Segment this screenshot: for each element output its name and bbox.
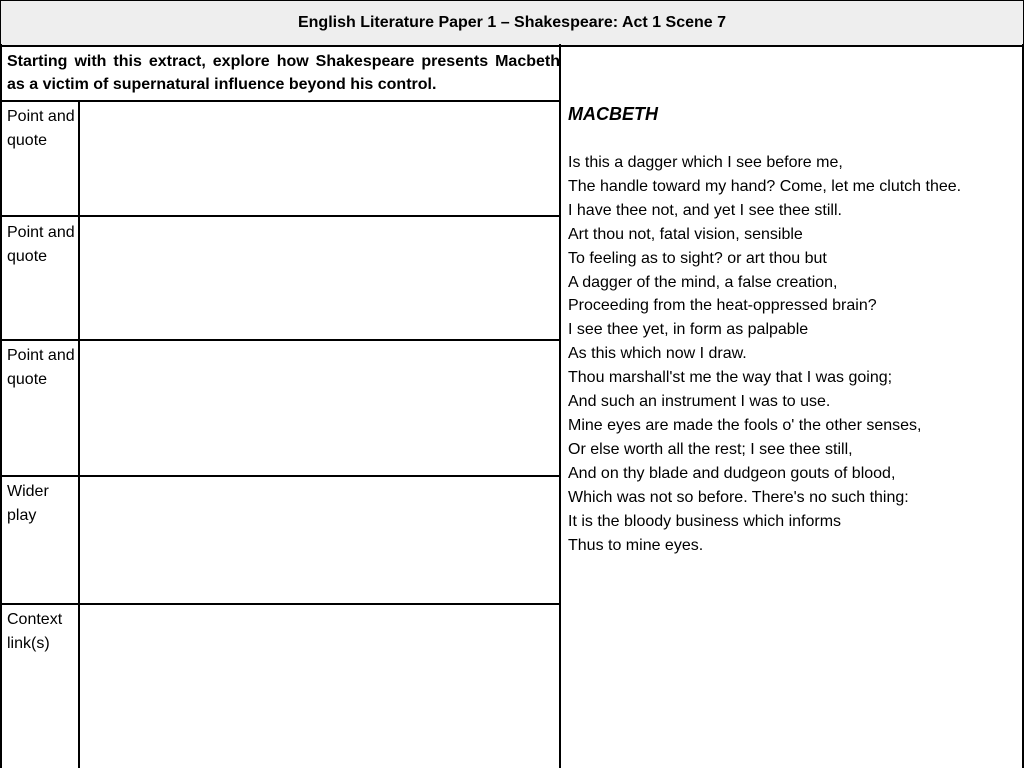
- row-divider-2: [0, 339, 561, 341]
- extract-line: Mine eyes are made the fools o' the other senses,: [568, 416, 922, 434]
- extract-panel: [568, 104, 1020, 557]
- row-label-wider-play: Wider play: [7, 483, 49, 524]
- extract-line: And such an instrument I was to use.: [568, 393, 831, 411]
- extract-line: Thou marshall'st me the way that I was going;: [568, 369, 893, 387]
- row-divider-1: [0, 215, 561, 217]
- extract-line: Or else worth all the rest; I see thee still,: [568, 440, 853, 458]
- extract-line: Is this a dagger which I see before me,: [568, 154, 843, 171]
- answer-cell-wider-play[interactable]: [81, 478, 559, 602]
- row-label-point-1: Point and quote: [7, 108, 75, 149]
- answer-cell-point-3[interactable]: [81, 342, 559, 474]
- row-divider-3: [0, 475, 561, 477]
- extract-line: Proceeding from the heat-oppressed brain?: [568, 297, 877, 315]
- extract-line: Which was not so before. There's no such thing:: [568, 488, 909, 506]
- answer-cell-point-1[interactable]: [81, 102, 559, 214]
- column-divider-center: [559, 44, 561, 768]
- extract-line: To feeling as to sight? or art thou but: [568, 249, 827, 267]
- extract-line: The handle toward my hand? Come, let me clutch thee.: [568, 177, 962, 195]
- extract-line: I see thee yet, in form as palpable: [568, 321, 809, 339]
- column-divider-labels: [78, 101, 80, 768]
- row-divider-4: [0, 603, 561, 605]
- page-title: English Literature Paper 1 – Shakespeare: Act 1 Scene 7: [0, 0, 1024, 47]
- extract-line: Thus to mine eyes.: [568, 536, 704, 554]
- answer-cell-point-2[interactable]: [81, 218, 559, 338]
- extract-line: Art thou not, fatal vision, sensible: [568, 225, 803, 243]
- row-label-point-3: Point and quote: [7, 347, 75, 388]
- answer-cell-context[interactable]: [81, 606, 559, 768]
- extract-line: As this which now I draw.: [568, 345, 747, 363]
- extract-text: [568, 151, 1020, 557]
- row-label-point-2: Point and quote: [7, 224, 75, 265]
- extract-line: And on thy blade and dudgeon gouts of blood,: [568, 464, 896, 482]
- extract-line: A dagger of the mind, a false creation,: [568, 273, 838, 291]
- row-label-context: Context link(s): [7, 611, 63, 652]
- left-border: [0, 44, 2, 768]
- extract-line: I have thee not, and yet I see thee still.: [568, 201, 842, 219]
- task-prompt: Starting with this extract, explore how Shakespeare presents Macbeth as a victim of supernatural influence beyond his control.: [7, 53, 560, 93]
- speaker-name: MACBETH: [568, 104, 658, 124]
- extract-line: It is the bloody business which informs: [568, 512, 842, 530]
